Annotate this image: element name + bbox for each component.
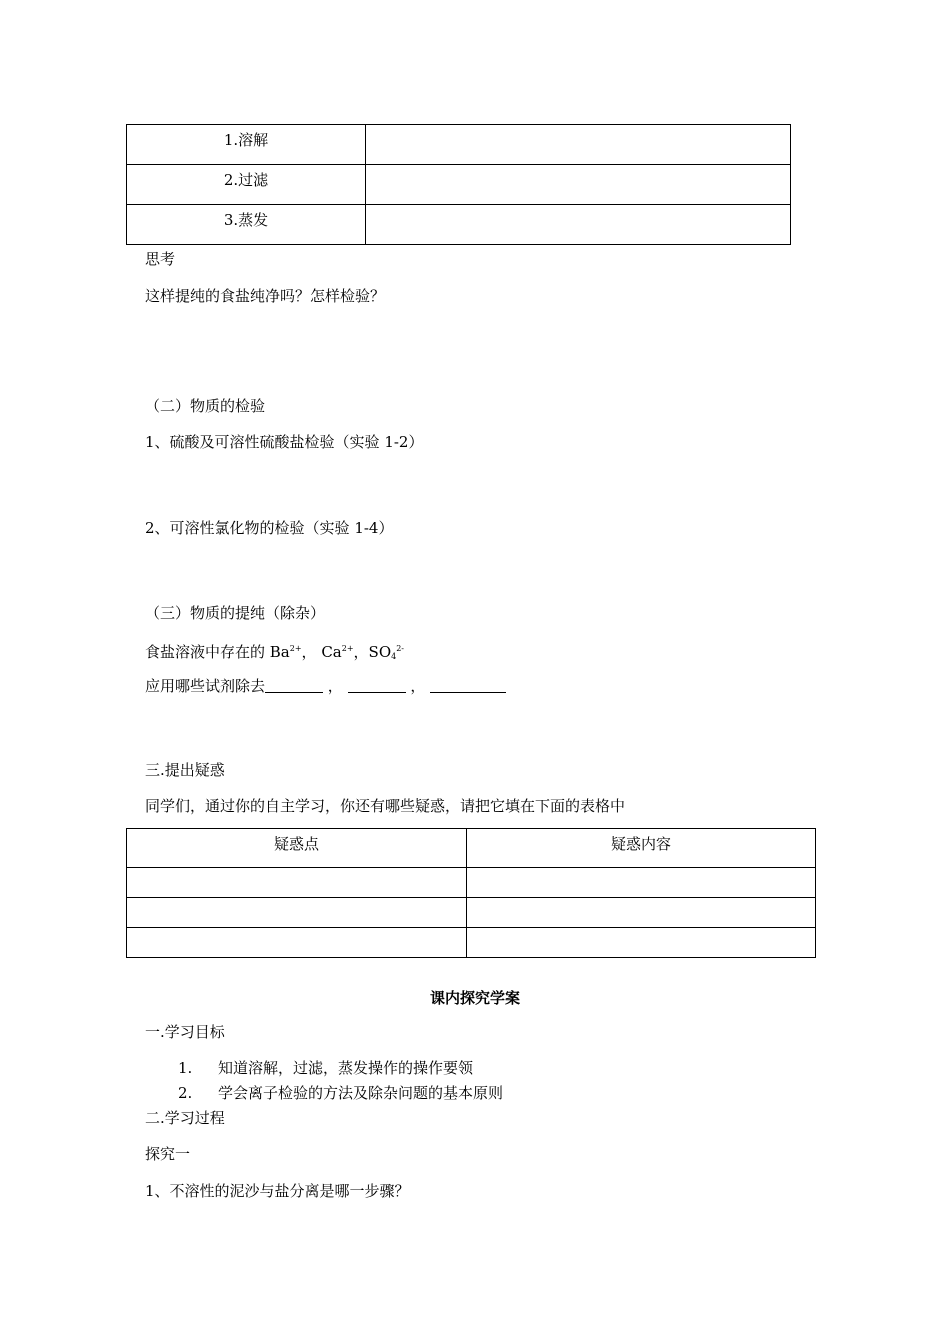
table-row [127,868,816,898]
ba-charge: 2+ [289,644,302,653]
section3-heading: （三）物质的提纯（除杂） [145,604,326,622]
so4-charge: 2- [396,644,405,653]
table-cell[interactable] [467,928,816,958]
step-cell: 1.溶解 [127,125,366,165]
inclass-title: 课内探究学案 [429,989,520,1007]
goal-item [178,1058,473,1078]
step-cell: 3.蒸发 [127,205,366,245]
goal-number: 2. [178,1084,193,1102]
blank-1[interactable] [265,678,323,693]
question-1: 1、不溶性的泥沙与盐分离是哪一步骤？ [145,1182,410,1200]
ions-prefix: 食盐溶液中存在的 Ba [145,643,290,661]
explore-heading: 探究一 [145,1145,191,1163]
separator: ， [327,677,343,695]
column-header: 疑惑点 [127,829,467,868]
table-cell[interactable] [127,898,467,928]
table-row [127,928,816,958]
goal-number: 1. [178,1059,193,1077]
table-header-row [127,829,816,868]
doubt-instruction: 同学们，通过你的自主学习，你还有哪些疑惑，请把它填在下面的表格中 [145,797,626,815]
table-row [127,165,791,205]
step-content-cell [366,125,791,165]
table-cell[interactable] [467,898,816,928]
process-heading: 二.学习过程 [145,1109,225,1127]
table-row [127,125,791,165]
doubt-table [126,828,816,958]
table-cell[interactable] [127,928,467,958]
ca-text: ， Ca [301,643,342,661]
goal-heading: 一.学习目标 [145,1023,225,1041]
step-content-cell [366,165,791,205]
think-question: 这样提纯的食盐纯净吗？怎样检验？ [145,287,386,305]
reagent-line [145,676,506,696]
goal-text: 学会离子检验的方法及除杂问题的基本原则 [218,1084,504,1102]
table-row [127,205,791,245]
steps-table [126,124,791,245]
ions-line [145,639,404,667]
blank-3[interactable] [430,678,506,693]
doubt-heading: 三.提出疑惑 [145,761,225,779]
step-content-cell [366,205,791,245]
table-cell[interactable] [127,868,467,898]
goal-item [178,1083,503,1103]
table-row [127,898,816,928]
section2-item1: 1、硫酸及可溶性硫酸盐检验（实验 1-2） [145,433,424,451]
blank-2[interactable] [348,678,406,693]
so4-text: ，SO [353,643,392,661]
reagent-prefix: 应用哪些试剂除去 [145,677,266,695]
section2-heading: （二）物质的检验 [145,397,266,415]
goal-text: 知道溶解，过滤，蒸发操作的操作要领 [218,1059,474,1077]
think-label: 思考 [145,250,176,268]
step-cell: 2.过滤 [127,165,366,205]
ca-charge: 2+ [341,644,354,653]
separator: ， [410,677,426,695]
so4-subscript: 4 [391,652,397,661]
table-cell[interactable] [467,868,816,898]
section2-item2: 2、可溶性氯化物的检验（实验 1-4） [145,519,394,537]
column-header: 疑惑内容 [467,829,816,868]
